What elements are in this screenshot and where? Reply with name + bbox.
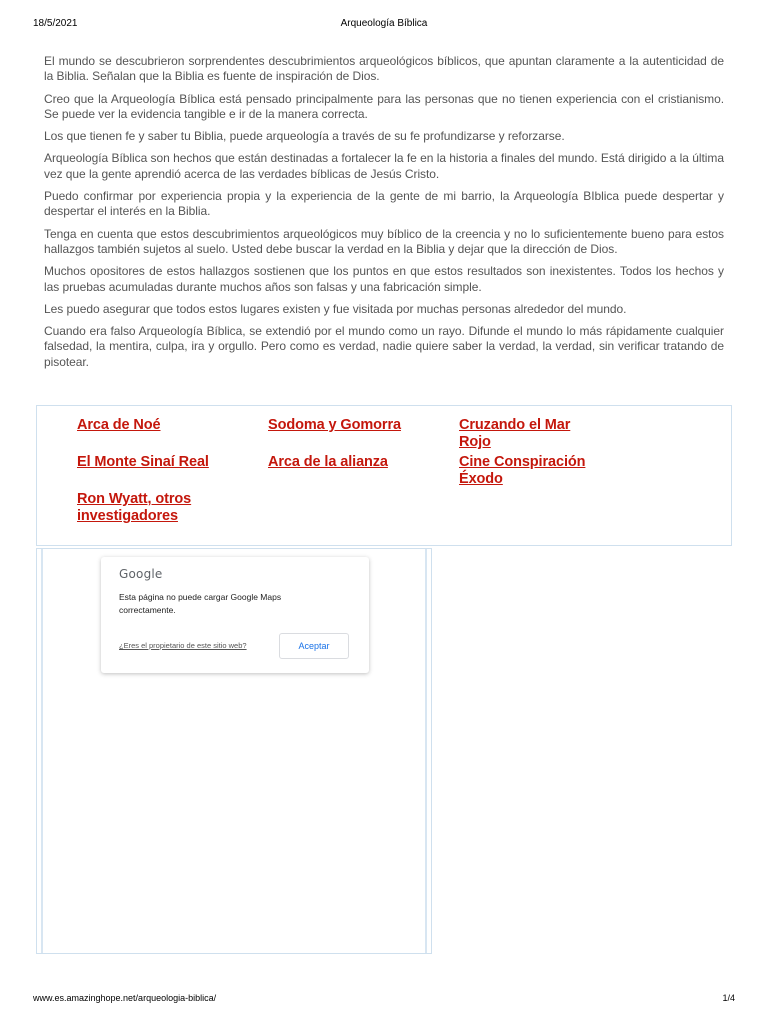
page-url: www.es.amazinghope.net/arqueologia-biblica/ <box>33 993 217 1003</box>
link-line: Éxodo <box>459 471 503 487</box>
google-maps-error-dialog <box>101 557 369 673</box>
article-paragraph: Creo que la Arqueología Bíblica está pensado principalmente para las personas que no tienen experiencia con el cristianismo. Se puede ver la evidencia tangible e ir de la manera correcta. <box>44 91 724 121</box>
map-error-line: Esta página no puede cargar Google Maps <box>119 592 282 602</box>
article-paragraph: Arqueología Bíblica son hechos que están destinadas a fortalecer la fe en la historia a finales del mundo. Está dirigido a la última vez que la gente aprendió acerca de las verdades bíblicas de Jesús Cristo. <box>44 151 724 181</box>
article-paragraph: Les puedo asegurar que todos estos lugares existen y fue visitada por muchas personas alrededor del mundo. <box>44 301 627 316</box>
related-links-box <box>36 405 732 546</box>
article-paragraph: Tenga en cuenta que estos descubrimientos arqueológicos muy bíblico de la creencia y no lo suficientemente bueno para estos hallazgos también sujetos al suelo. Usted debe buscar la verdad en la Biblia y dejar que la dirección de Dios. <box>44 226 724 256</box>
google-logo: Google <box>119 567 163 581</box>
page-number: 1/4 <box>722 993 735 1003</box>
link-arca-de-la-alianza[interactable]: Arca de la alianza <box>268 454 388 470</box>
link-arca-de-noe[interactable]: Arca de Noé <box>77 417 161 433</box>
map-error-message <box>119 591 339 617</box>
link-line: investigadores <box>77 508 178 524</box>
link-line: Rojo <box>459 434 491 450</box>
print-title: Arqueología Bíblica <box>340 18 428 29</box>
print-header <box>33 18 735 32</box>
article-paragraph: Muchos opositores de estos hallazgos sostienen que los puntos en que estos resultados son inexistentes. Todos los hechos y las pruebas acumuladas durante muchos años son falsas y una fabricación simple. <box>44 264 724 294</box>
site-owner-link[interactable]: ¿Eres el propietario de este sitio web? <box>119 641 247 650</box>
map-error-line: correctamente. <box>119 605 176 615</box>
print-footer <box>33 993 735 1007</box>
link-ron-wyatt[interactable] <box>77 491 191 525</box>
link-line: Ron Wyatt, otros <box>77 491 192 507</box>
accept-button[interactable]: Aceptar <box>279 633 349 659</box>
article-paragraph: El mundo se descubrieron sorprendentes descubrimientos arqueológicos bíblicos, que apuntan claramente a la autenticidad de la Biblia. Señalan que la Biblia es fuente de inspiración de Dios. <box>44 54 724 84</box>
article-paragraph: Cuando era falso Arqueología Bíblica, se extendió por el mundo como un rayo. Difunde el mundo lo más rápidamente cualquier falsedad, la mentira, culpa, ira y orgullo. Pero como es verdad, nadie quiere saber la verdad, la verdad, sin verificar tratando de pisotear. <box>44 324 724 369</box>
link-monte-sinai[interactable]: El Monte Sinaí Real <box>77 454 209 470</box>
article-paragraph: Los que tienen fe y saber tu Biblia, puede arqueología a través de su fe profundizarse y reforzarse. <box>44 129 565 144</box>
article-body <box>44 54 724 377</box>
article-paragraph: Puedo confirmar por experiencia propia y la experiencia de la gente de mi barrio, la Arqueología BIblica puede despertar y despertar el interés en la Biblia. <box>44 189 724 219</box>
link-cruzando-el-mar-rojo[interactable] <box>459 417 570 451</box>
link-sodoma-y-gomorra[interactable]: Sodoma y Gomorra <box>268 417 401 433</box>
link-line: Cruzando el Mar <box>459 417 571 433</box>
print-date: 18/5/2021 <box>33 18 78 29</box>
link-cine-conspiracion-exodo[interactable] <box>459 454 585 488</box>
link-line: Cine Conspiración <box>459 454 586 470</box>
